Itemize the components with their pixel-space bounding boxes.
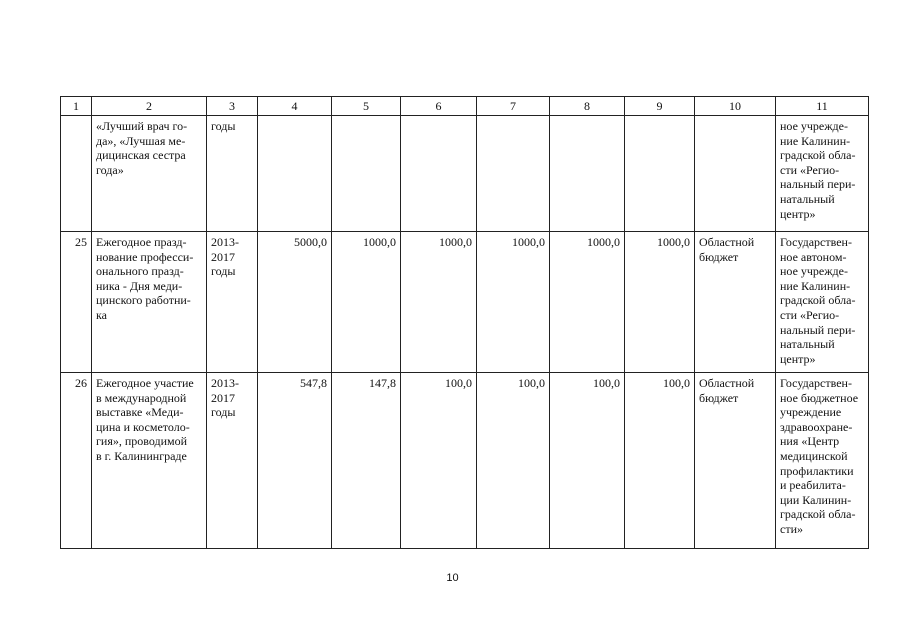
amount-2013 [332, 116, 401, 232]
amount-total: 547,8 [258, 373, 332, 549]
header-row [61, 97, 869, 116]
amount-2016: 100,0 [550, 373, 625, 549]
activity-name: Ежегодное участие в международной выставке «Меди- цина и косметоло- гия», проводимой в г. Калининграде [92, 373, 207, 549]
period: 2013- 2017 годы [207, 373, 258, 549]
activity-name: Ежегодное празд- нование професси- онального празд- ника - Дня меди- цинского работни- ка [92, 232, 207, 373]
funding-source [695, 116, 776, 232]
column-number-6: 6 [401, 97, 477, 116]
column-number-8: 8 [550, 97, 625, 116]
column-number-1: 1 [61, 97, 92, 116]
table-row [61, 116, 869, 232]
row-number [61, 116, 92, 232]
amount-2015 [477, 116, 550, 232]
amount-2017: 1000,0 [625, 232, 695, 373]
executor: Государствен- ное автоном- ное учрежде- ние Калинин- градской обла- сти «Регио- нальный пери- натальный центр» [776, 232, 869, 373]
amount-total: 5000,0 [258, 232, 332, 373]
period: 2013- 2017 годы [207, 232, 258, 373]
amount-2013: 1000,0 [332, 232, 401, 373]
executor: ное учрежде- ние Калинин- градской обла- сти «Регио- нальный пери- натальный центр» [776, 116, 869, 232]
amount-2013: 147,8 [332, 373, 401, 549]
column-number-11: 11 [776, 97, 869, 116]
page-number: 10 [446, 572, 459, 584]
amount-2014 [401, 116, 477, 232]
executor: Государствен- ное бюджетное учреждение здравоохране- ния «Центр медицинской профилактики и реабилита- ции Калинин- градской обла- сти» [776, 373, 869, 549]
amount-2017 [625, 116, 695, 232]
column-number-7: 7 [477, 97, 550, 116]
row-number: 25 [61, 232, 92, 373]
column-number-3: 3 [207, 97, 258, 116]
table-row [61, 373, 869, 549]
row-number: 26 [61, 373, 92, 549]
program-activities-table [60, 96, 869, 549]
table-row [61, 232, 869, 373]
amount-2017: 100,0 [625, 373, 695, 549]
activity-name: «Лучший врач го- да», «Лучшая ме- дицинская сестра года» [92, 116, 207, 232]
period: годы [207, 116, 258, 232]
column-number-10: 10 [695, 97, 776, 116]
funding-source: Областной бюджет [695, 232, 776, 373]
amount-total [258, 116, 332, 232]
amount-2015: 1000,0 [477, 232, 550, 373]
amount-2014: 1000,0 [401, 232, 477, 373]
amount-2016: 1000,0 [550, 232, 625, 373]
funding-source: Областной бюджет [695, 373, 776, 549]
amount-2016 [550, 116, 625, 232]
amount-2014: 100,0 [401, 373, 477, 549]
column-number-9: 9 [625, 97, 695, 116]
amount-2015: 100,0 [477, 373, 550, 549]
column-number-4: 4 [258, 97, 332, 116]
column-number-5: 5 [332, 97, 401, 116]
column-number-2: 2 [92, 97, 207, 116]
